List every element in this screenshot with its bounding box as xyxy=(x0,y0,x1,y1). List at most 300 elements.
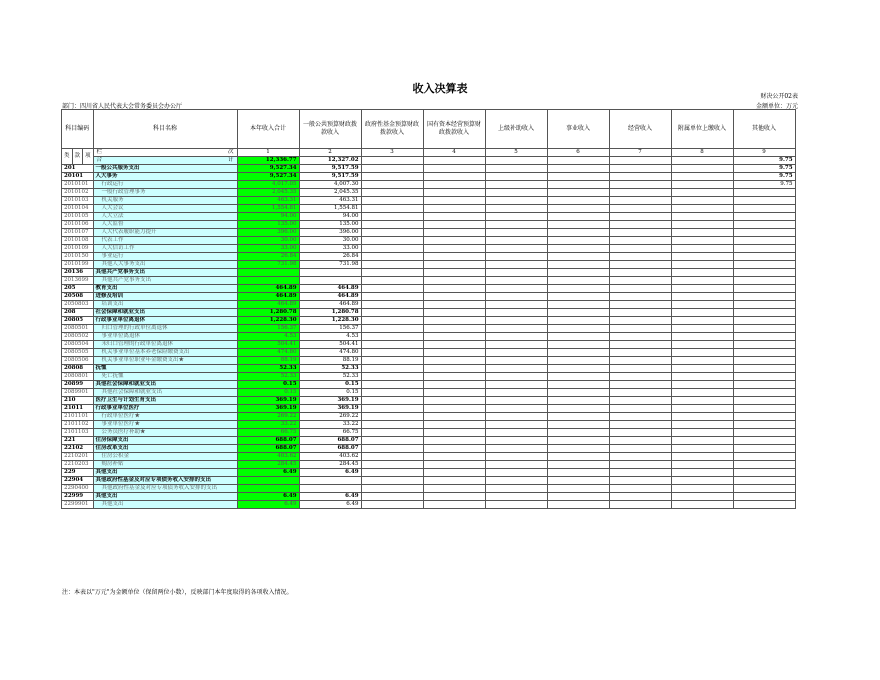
income-col-8 xyxy=(671,205,733,213)
general-budget-income: 2,045.35 xyxy=(299,189,361,197)
total-income: 1,280.78 xyxy=(237,309,299,317)
income-col-5 xyxy=(485,485,547,493)
total-income: 33.22 xyxy=(237,421,299,429)
income-col-6 xyxy=(547,413,609,421)
total-c4 xyxy=(423,157,485,165)
income-col-6 xyxy=(547,437,609,445)
other-income xyxy=(733,245,795,253)
general-budget-income: 463.31 xyxy=(299,197,361,205)
footnote: 注：本表以"万元"为金额单位（保留两位小数），反映部门本年度取得的各项收入情况。 xyxy=(62,589,293,596)
general-budget-income: 396.00 xyxy=(299,229,361,237)
general-budget-income: 9,517.59 xyxy=(299,165,361,173)
income-col-3 xyxy=(361,421,423,429)
table-row xyxy=(62,229,796,237)
income-col-3 xyxy=(361,285,423,293)
general-budget-income xyxy=(299,485,361,493)
table-row xyxy=(62,189,796,197)
income-col-3 xyxy=(361,221,423,229)
subject-code: 20805 xyxy=(62,317,94,325)
income-col-3 xyxy=(361,437,423,445)
income-col-8 xyxy=(671,293,733,301)
total-label: 合 计 xyxy=(93,157,237,165)
general-budget-income: 52.33 xyxy=(299,373,361,381)
other-income xyxy=(733,237,795,245)
income-col-6 xyxy=(547,389,609,397)
income-col-8 xyxy=(671,421,733,429)
total-income: 0.15 xyxy=(237,381,299,389)
general-budget-income: 464.89 xyxy=(299,301,361,309)
subject-name: 其他社会保障和就业支出 xyxy=(93,381,237,389)
total-amount: 12,336.77 xyxy=(237,157,299,165)
income-col-8 xyxy=(671,317,733,325)
subject-code: 2290400 xyxy=(62,485,94,493)
income-col-6 xyxy=(547,501,609,509)
other-income xyxy=(733,301,795,309)
header-code: 科目编码 xyxy=(62,110,94,149)
income-col-5 xyxy=(485,493,547,501)
income-col-3 xyxy=(361,445,423,453)
income-col-4 xyxy=(423,293,485,301)
total-income: 4,017.05 xyxy=(237,181,299,189)
total-income: 2,045.35 xyxy=(237,189,299,197)
total-income: 504.41 xyxy=(237,341,299,349)
income-col-7 xyxy=(609,373,671,381)
income-col-7 xyxy=(609,421,671,429)
income-col-4 xyxy=(423,181,485,189)
subject-code: 2080504 xyxy=(62,341,94,349)
total-income: 66.75 xyxy=(237,429,299,437)
total-c7 xyxy=(609,157,671,165)
table-row xyxy=(62,205,796,213)
income-col-3 xyxy=(361,477,423,485)
subject-code: 2089901 xyxy=(62,389,94,397)
subject-code: 2080801 xyxy=(62,373,94,381)
table-row xyxy=(62,237,796,245)
income-col-7 xyxy=(609,501,671,509)
total-income: 1,554.81 xyxy=(237,205,299,213)
income-col-4 xyxy=(423,445,485,453)
header-gov-fund: 政府性基金预算财政拨款收入 xyxy=(361,110,423,149)
total-income: 464.89 xyxy=(237,285,299,293)
general-budget-income: 269.22 xyxy=(299,413,361,421)
general-budget-income: 26.84 xyxy=(299,253,361,261)
general-budget-income: 33.00 xyxy=(299,245,361,253)
income-col-6 xyxy=(547,477,609,485)
income-col-7 xyxy=(609,453,671,461)
income-col-5 xyxy=(485,333,547,341)
income-col-8 xyxy=(671,493,733,501)
subject-name: 机关服务 xyxy=(93,197,237,205)
income-col-6 xyxy=(547,365,609,373)
subject-name: 机关事业单位职业年金缴费支出★ xyxy=(93,357,237,365)
income-col-3 xyxy=(361,469,423,477)
income-col-4 xyxy=(423,365,485,373)
table-row xyxy=(62,413,796,421)
income-col-5 xyxy=(485,213,547,221)
subject-code: 20136 xyxy=(62,269,94,277)
income-col-4 xyxy=(423,309,485,317)
table-row xyxy=(62,245,796,253)
income-col-3 xyxy=(361,293,423,301)
subject-name: 其他共产党事务支出 xyxy=(93,269,237,277)
income-col-6 xyxy=(547,461,609,469)
income-col-7 xyxy=(609,165,671,173)
subject-code: 21011 xyxy=(62,405,94,413)
income-col-6 xyxy=(547,173,609,181)
subject-name: 人大代表履职能力提升 xyxy=(93,229,237,237)
income-col-6 xyxy=(547,269,609,277)
income-col-3 xyxy=(361,453,423,461)
subject-code: 2010108 xyxy=(62,237,94,245)
income-col-7 xyxy=(609,381,671,389)
lanci-cell: 栏 次 xyxy=(93,149,237,157)
income-col-4 xyxy=(423,229,485,237)
subject-code: 2010150 xyxy=(62,253,94,261)
total-income xyxy=(237,477,299,485)
income-col-8 xyxy=(671,229,733,237)
income-col-5 xyxy=(485,173,547,181)
table-row xyxy=(62,293,796,301)
income-col-6 xyxy=(547,445,609,453)
income-col-7 xyxy=(609,229,671,237)
total-income: 88.19 xyxy=(237,357,299,365)
total-income: 6.49 xyxy=(237,493,299,501)
subject-code: 2101102 xyxy=(62,421,94,429)
income-col-4 xyxy=(423,237,485,245)
income-col-5 xyxy=(485,469,547,477)
income-col-5 xyxy=(485,445,547,453)
general-budget-income: 464.89 xyxy=(299,285,361,293)
general-budget-income: 6.49 xyxy=(299,493,361,501)
subject-code: 2299901 xyxy=(62,501,94,509)
subject-code: 210 xyxy=(62,397,94,405)
income-col-5 xyxy=(485,277,547,285)
subject-code: 2080501 xyxy=(62,325,94,333)
income-col-6 xyxy=(547,493,609,501)
general-budget-income: 284.45 xyxy=(299,461,361,469)
income-col-7 xyxy=(609,485,671,493)
table-row xyxy=(62,285,796,293)
income-col-7 xyxy=(609,285,671,293)
total-income: 135.00 xyxy=(237,221,299,229)
total-income: 94.00 xyxy=(237,213,299,221)
subject-code: 22904 xyxy=(62,477,94,485)
income-col-5 xyxy=(485,253,547,261)
income-col-3 xyxy=(361,237,423,245)
income-col-3 xyxy=(361,333,423,341)
header-affiliated-income: 附属单位上缴收入 xyxy=(671,110,733,149)
general-budget-income: 0.15 xyxy=(299,381,361,389)
table-row xyxy=(62,261,796,269)
income-col-3 xyxy=(361,413,423,421)
income-col-6 xyxy=(547,405,609,413)
income-col-3 xyxy=(361,189,423,197)
income-col-8 xyxy=(671,277,733,285)
total-income xyxy=(237,485,299,493)
subject-code: 2010102 xyxy=(62,189,94,197)
income-col-4 xyxy=(423,349,485,357)
income-col-8 xyxy=(671,189,733,197)
total-income: 33.00 xyxy=(237,245,299,253)
header-state-capital: 国有资本经营预算财政拨款收入 xyxy=(423,110,485,149)
table-row xyxy=(62,213,796,221)
income-col-6 xyxy=(547,309,609,317)
general-budget-income xyxy=(299,269,361,277)
subject-name: 人大信访工作 xyxy=(93,245,237,253)
income-col-7 xyxy=(609,493,671,501)
income-col-7 xyxy=(609,301,671,309)
total-income: 396.00 xyxy=(237,229,299,237)
income-col-6 xyxy=(547,261,609,269)
income-col-3 xyxy=(361,373,423,381)
income-col-8 xyxy=(671,501,733,509)
other-income xyxy=(733,461,795,469)
table-row xyxy=(62,381,796,389)
index-4: 4 xyxy=(423,149,485,157)
subject-name: 一般行政管理事务 xyxy=(93,189,237,197)
table-row xyxy=(62,309,796,317)
income-col-6 xyxy=(547,229,609,237)
other-income xyxy=(733,453,795,461)
table-row xyxy=(62,405,796,413)
income-col-8 xyxy=(671,469,733,477)
income-col-5 xyxy=(485,461,547,469)
index-1: 1 xyxy=(237,149,299,157)
income-col-3 xyxy=(361,229,423,237)
other-income xyxy=(733,277,795,285)
income-col-4 xyxy=(423,221,485,229)
income-col-5 xyxy=(485,245,547,253)
income-col-4 xyxy=(423,269,485,277)
income-col-5 xyxy=(485,261,547,269)
subject-code: 221 xyxy=(62,437,94,445)
other-income xyxy=(733,189,795,197)
income-col-8 xyxy=(671,213,733,221)
income-col-3 xyxy=(361,381,423,389)
income-col-5 xyxy=(485,381,547,389)
income-col-7 xyxy=(609,213,671,221)
income-col-3 xyxy=(361,493,423,501)
income-col-7 xyxy=(609,469,671,477)
general-budget-income: 369.19 xyxy=(299,397,361,405)
subject-name: 培训支出 xyxy=(93,301,237,309)
subject-name: 未归口管理的行政单位离退休 xyxy=(93,341,237,349)
income-col-6 xyxy=(547,189,609,197)
income-col-8 xyxy=(671,389,733,397)
income-col-7 xyxy=(609,349,671,357)
subject-name: 抚恤 xyxy=(93,365,237,373)
income-col-7 xyxy=(609,445,671,453)
income-col-4 xyxy=(423,405,485,413)
form-number: 财决公开02表 xyxy=(760,93,798,100)
table-row xyxy=(62,301,796,309)
subject-name: 其他共产党事务支出 xyxy=(93,277,237,285)
general-budget-income: 504.41 xyxy=(299,341,361,349)
table-row xyxy=(62,373,796,381)
total-c8 xyxy=(671,157,733,165)
subject-name: 死亡抚恤 xyxy=(93,373,237,381)
income-col-8 xyxy=(671,285,733,293)
table-row xyxy=(62,221,796,229)
income-col-6 xyxy=(547,293,609,301)
other-income xyxy=(733,405,795,413)
general-budget-income: 9,517.59 xyxy=(299,173,361,181)
other-income xyxy=(733,501,795,509)
total-income: 474.80 xyxy=(237,349,299,357)
other-income xyxy=(733,261,795,269)
index-3: 3 xyxy=(361,149,423,157)
income-col-7 xyxy=(609,277,671,285)
income-col-8 xyxy=(671,165,733,173)
income-col-5 xyxy=(485,477,547,485)
income-col-5 xyxy=(485,197,547,205)
subject-code: 20899 xyxy=(62,381,94,389)
income-col-8 xyxy=(671,221,733,229)
other-income xyxy=(733,229,795,237)
income-col-4 xyxy=(423,325,485,333)
income-col-8 xyxy=(671,357,733,365)
subject-code: 2010105 xyxy=(62,213,94,221)
other-income xyxy=(733,493,795,501)
table-row xyxy=(62,197,796,205)
income-col-3 xyxy=(361,269,423,277)
income-col-8 xyxy=(671,341,733,349)
total-income: 52.33 xyxy=(237,365,299,373)
subject-name: 一般公共服务支出 xyxy=(93,165,237,173)
subject-code: 2101103 xyxy=(62,429,94,437)
income-col-3 xyxy=(361,357,423,365)
other-income xyxy=(733,429,795,437)
other-income xyxy=(733,413,795,421)
income-col-3 xyxy=(361,405,423,413)
subject-code: 22102 xyxy=(62,445,94,453)
table-row xyxy=(62,389,796,397)
table-row xyxy=(62,333,796,341)
income-col-7 xyxy=(609,245,671,253)
total-income: 284.45 xyxy=(237,461,299,469)
other-income xyxy=(733,197,795,205)
header-other-income: 其他收入 xyxy=(733,110,795,149)
income-col-8 xyxy=(671,437,733,445)
unit-label: 金额单位：万元 xyxy=(755,103,798,110)
income-col-7 xyxy=(609,477,671,485)
total-income: 30.00 xyxy=(237,237,299,245)
subject-code: 22999 xyxy=(62,493,94,501)
income-col-6 xyxy=(547,285,609,293)
income-col-4 xyxy=(423,389,485,397)
subject-code: 2010103 xyxy=(62,197,94,205)
income-col-6 xyxy=(547,397,609,405)
general-budget-income: 464.89 xyxy=(299,293,361,301)
income-col-6 xyxy=(547,381,609,389)
general-budget-income: 4,007.30 xyxy=(299,181,361,189)
income-col-4 xyxy=(423,453,485,461)
income-col-4 xyxy=(423,477,485,485)
income-col-4 xyxy=(423,357,485,365)
table-row xyxy=(62,325,796,333)
other-income xyxy=(733,469,795,477)
income-col-7 xyxy=(609,293,671,301)
header-operating-income: 经营收入 xyxy=(609,110,671,149)
income-col-7 xyxy=(609,341,671,349)
subject-name: 进修及培训 xyxy=(93,293,237,301)
subject-name: 其他社会保障和就业支出 xyxy=(93,389,237,397)
subject-code: 2210203 xyxy=(62,461,94,469)
income-col-4 xyxy=(423,461,485,469)
income-col-8 xyxy=(671,365,733,373)
other-income xyxy=(733,333,795,341)
other-income: 9.75 xyxy=(733,165,795,173)
index-6: 6 xyxy=(547,149,609,157)
subject-code: 201 xyxy=(62,165,94,173)
income-col-5 xyxy=(485,405,547,413)
income-col-7 xyxy=(609,357,671,365)
income-col-6 xyxy=(547,349,609,357)
other-income xyxy=(733,205,795,213)
income-col-4 xyxy=(423,285,485,293)
total-income: 52.33 xyxy=(237,373,299,381)
subject-code: 20508 xyxy=(62,293,94,301)
income-col-8 xyxy=(671,445,733,453)
income-col-4 xyxy=(423,501,485,509)
income-col-5 xyxy=(485,237,547,245)
income-col-8 xyxy=(671,333,733,341)
subject-name: 事业单位离退休 xyxy=(93,333,237,341)
table-row xyxy=(62,349,796,357)
income-col-7 xyxy=(609,221,671,229)
income-col-5 xyxy=(485,285,547,293)
income-col-3 xyxy=(361,253,423,261)
income-col-5 xyxy=(485,325,547,333)
subject-name: 人大事务 xyxy=(93,173,237,181)
header-general-budget: 一般公共预算财政拨款收入 xyxy=(299,110,361,149)
income-col-6 xyxy=(547,237,609,245)
income-col-3 xyxy=(361,277,423,285)
index-5: 5 xyxy=(485,149,547,157)
income-col-7 xyxy=(609,197,671,205)
other-income xyxy=(733,437,795,445)
income-col-3 xyxy=(361,165,423,173)
other-income xyxy=(733,485,795,493)
income-col-7 xyxy=(609,269,671,277)
subject-code: 2013699 xyxy=(62,277,94,285)
subject-code: 2080506 xyxy=(62,357,94,365)
income-col-4 xyxy=(423,205,485,213)
total-income: 464.89 xyxy=(237,301,299,309)
subject-name: 人大会议 xyxy=(93,205,237,213)
table-row xyxy=(62,317,796,325)
general-budget-income: 94.00 xyxy=(299,213,361,221)
income-col-3 xyxy=(361,317,423,325)
other-income xyxy=(733,341,795,349)
income-col-6 xyxy=(547,253,609,261)
income-col-8 xyxy=(671,453,733,461)
other-income xyxy=(733,445,795,453)
income-col-8 xyxy=(671,245,733,253)
total-income: 688.07 xyxy=(237,437,299,445)
income-col-4 xyxy=(423,429,485,437)
subject-code: 2010107 xyxy=(62,229,94,237)
subject-name: 购房补贴 xyxy=(93,461,237,469)
department-label: 部门：四川省人民代表大会常务委员会办公厅 xyxy=(62,103,183,110)
total-c6 xyxy=(547,157,609,165)
income-col-4 xyxy=(423,485,485,493)
table-row xyxy=(62,269,796,277)
income-col-4 xyxy=(423,261,485,269)
subject-name: 社会保障和就业支出 xyxy=(93,309,237,317)
subject-name: 其他人大事务支出 xyxy=(93,261,237,269)
total-income: 6.49 xyxy=(237,469,299,477)
